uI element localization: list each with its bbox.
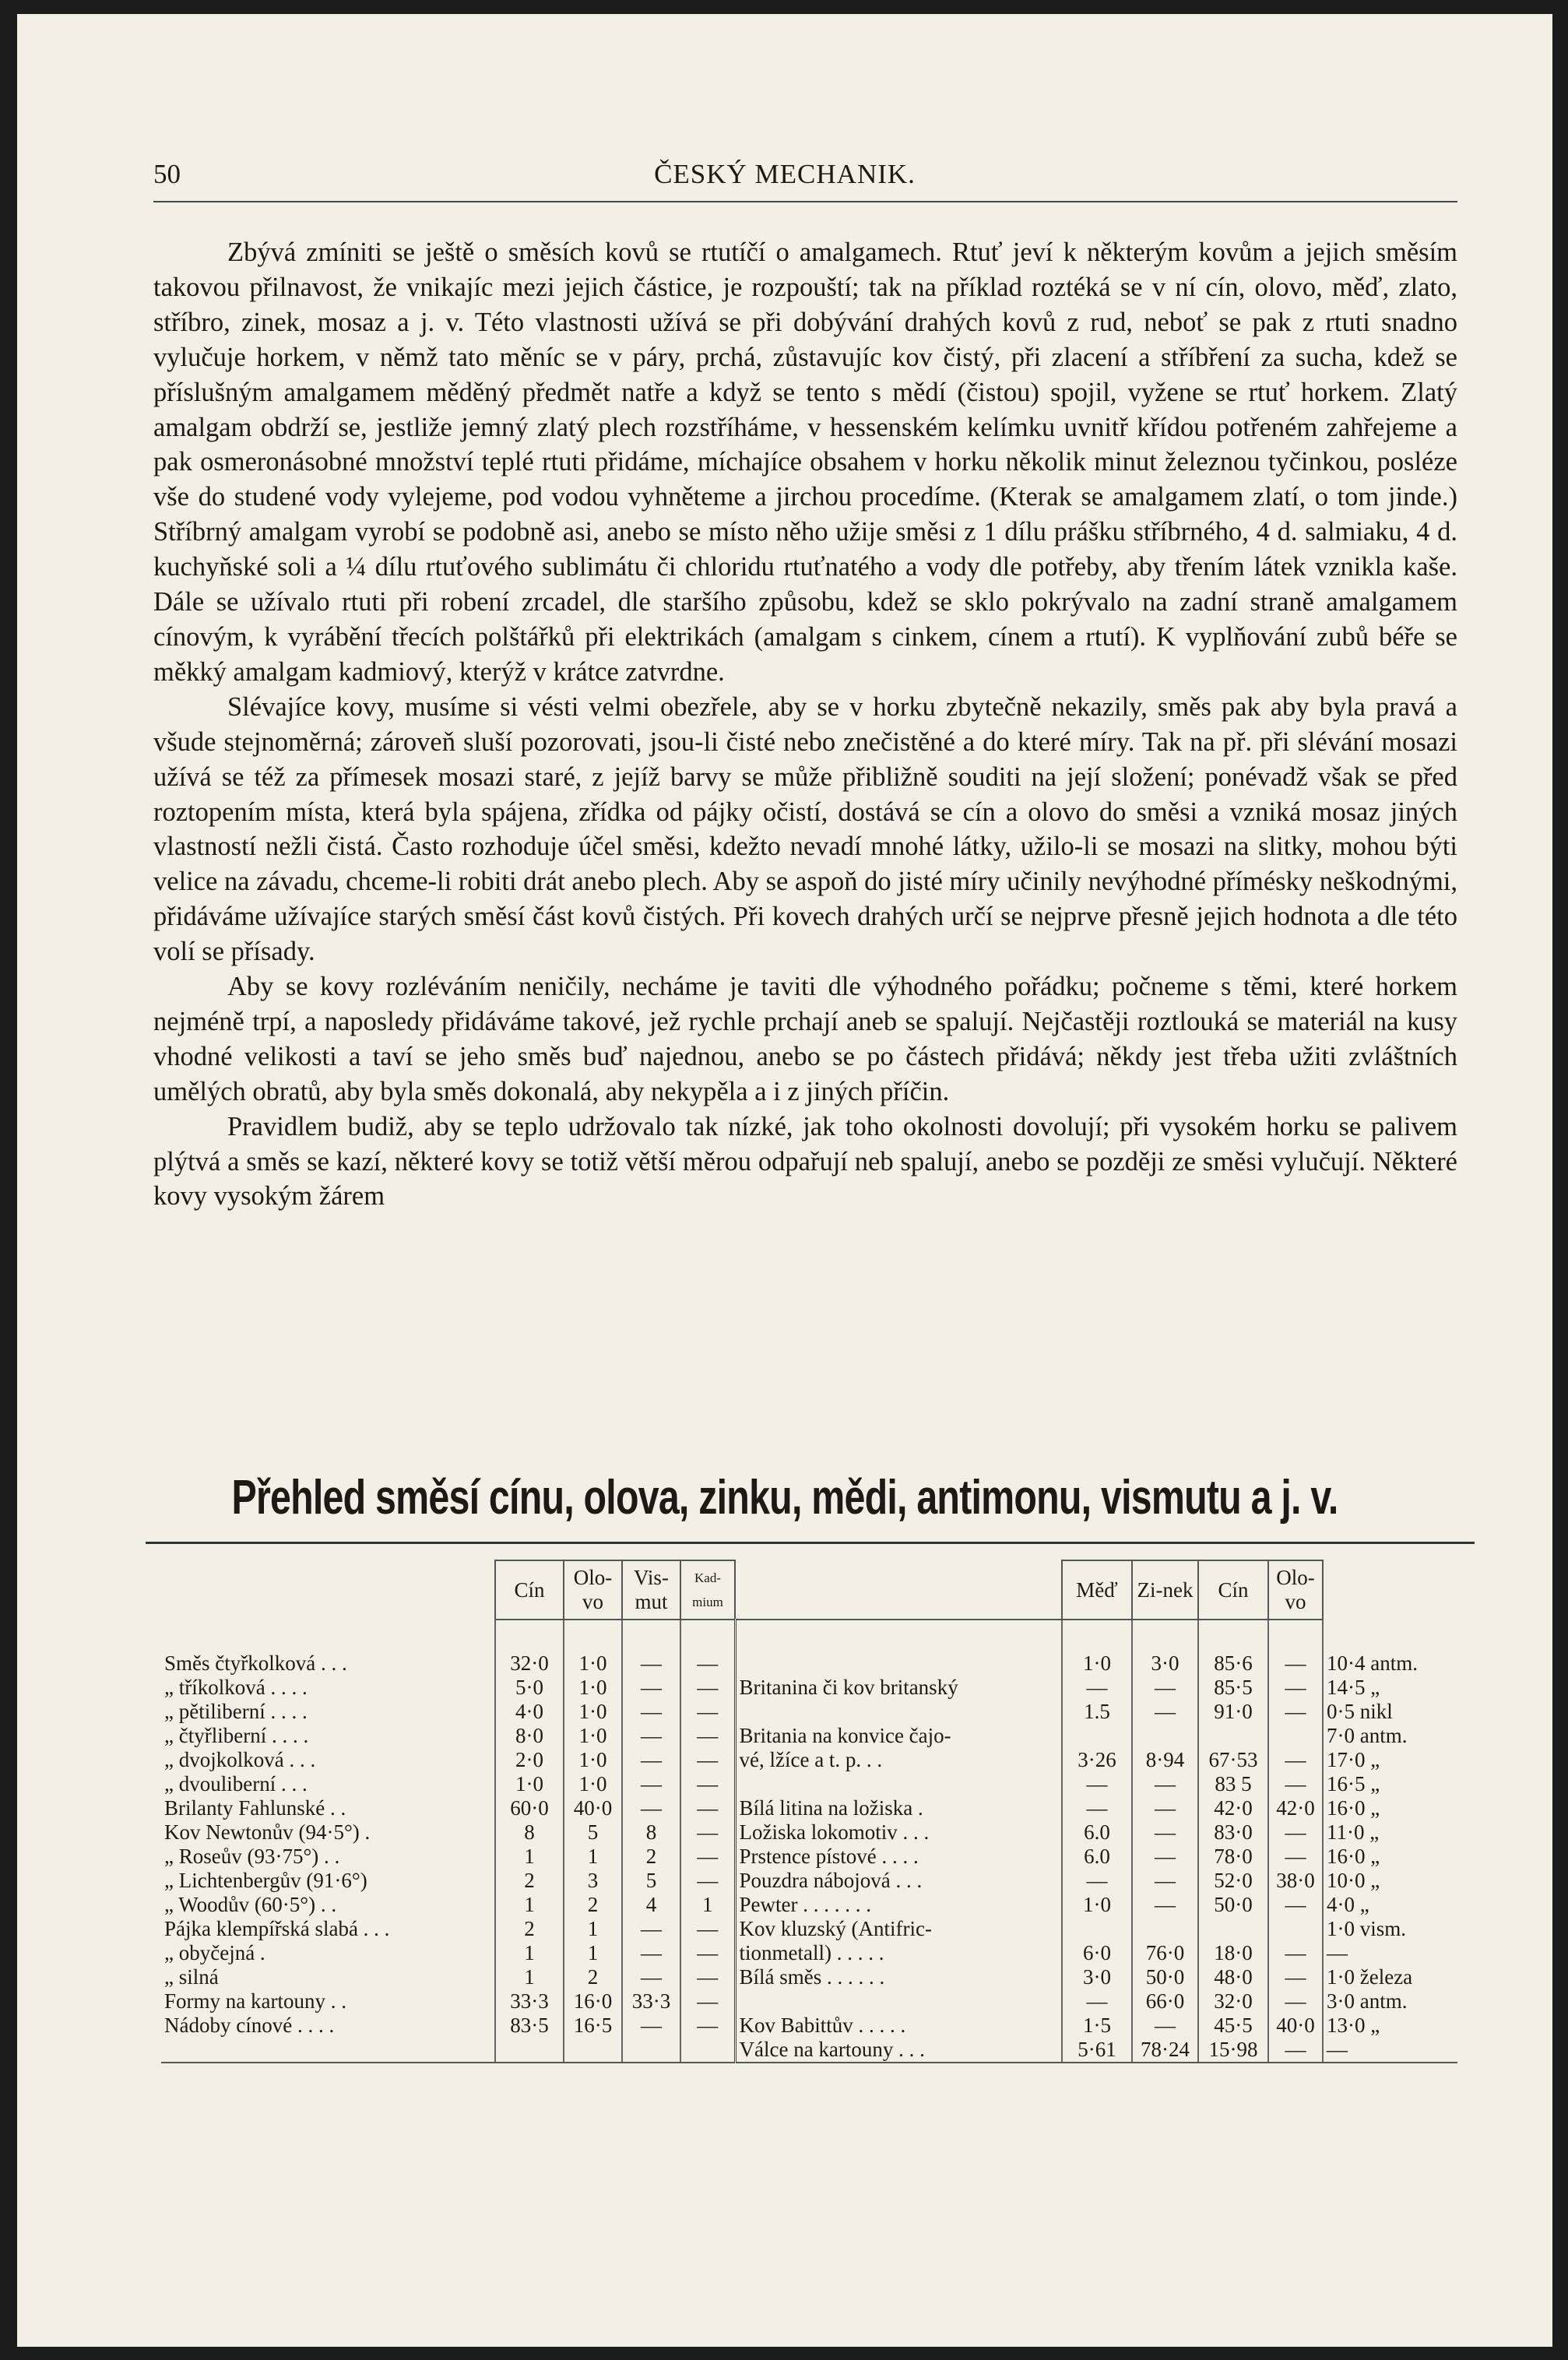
row-label: Brilanty Fahlunské . .: [164, 1796, 346, 1820]
table-cell: —: [680, 1748, 735, 1772]
table-cell: 1·0: [564, 1772, 622, 1796]
table-cell: 16·5: [564, 2014, 622, 2038]
header-blank: [735, 1560, 1062, 1620]
table-cell: 2: [495, 1869, 564, 1893]
table-cell: —: [680, 1700, 735, 1724]
table-cell: 1: [564, 1941, 622, 1965]
table-cell: 16·0 „: [1323, 1796, 1457, 1820]
paragraph: Slévajíce kovy, musíme si vésti velmi obezřele, aby se v horku zbytečně nekazily, směs pak aby byla pravá a všude stejnoměrná; zároveň sluší pozorovati, jsou-li čisté nebo znečistěné a do které míry. Tak na př. při slévání mosazi užívá se též za přímesek mosazi staré, z jejíž barvy se může přibližně souditi na její složení; ponévadž však se před roztopením místa, která byla spájena, zřídka od pájky očistí, dostává se cín a olovo do směsi a vzniká mosaz jiných vlastností nežli čistá. Často rozhoduje účel směsi, kdežto nevadí mnohé látky, užilo-li se mosazi na slitky, mohou býti velice na závadu, chceme-li robiti drát anebo plech. Aby se aspoň do jisté míry učinily nevýhodné přímésky neškodnými, přidáváme užívajíce starých směsí část kovů čistých. Při kovech drahých určí se nejprve přesně jejich hodnota a dle této volí se přísady.: [153, 691, 1457, 967]
table-cell: —: [622, 1676, 680, 1700]
table-cell: —: [680, 1941, 735, 1965]
column-header: Měď: [1062, 1560, 1132, 1620]
table-cell: 40·0: [564, 1796, 622, 1820]
row-label: [735, 1772, 1062, 1796]
table-cell: 32·0: [1198, 1989, 1268, 2014]
table-cell: 1.5: [1062, 1700, 1132, 1724]
table-cell: —: [1132, 1893, 1198, 1917]
table-cell: —: [680, 1724, 735, 1748]
row-label: Bílá směs . . . . . .: [735, 1965, 1062, 1989]
column-header: Zi-nek: [1132, 1560, 1198, 1620]
table-cell: —: [622, 1772, 680, 1796]
table-cell: —: [622, 1796, 680, 1820]
header-blank: [161, 1560, 495, 1620]
table-cell: 1·0 železa: [1323, 1965, 1457, 1989]
table-cell: 13·0 „: [1323, 2014, 1457, 2038]
table-cell: 3·0: [1132, 1651, 1198, 1676]
table-cell: —: [1062, 1796, 1132, 1820]
table-cell: 1·0: [564, 1651, 622, 1676]
table-title: Přehled směsí cínu, olova, zinku, mědi, antimonu, vismutu a j. v.: [231, 1471, 1338, 1525]
table-cell: —: [680, 1820, 735, 1845]
column-header: Cín: [495, 1560, 564, 1620]
table-cell: 83·0: [1198, 1820, 1268, 1845]
table-cell: —: [680, 1917, 735, 1941]
row-label: „ Woodův (60·5°) . .: [164, 1893, 337, 1916]
column-header: Olo-vo: [1268, 1560, 1323, 1620]
spacer-row: [161, 1620, 1457, 1651]
table-cell: 1: [495, 1941, 564, 1965]
table-cell: 2: [564, 1893, 622, 1917]
table-cell: 83·5: [495, 2014, 564, 2038]
table-cell: [1268, 1917, 1323, 1941]
table-row: [161, 1941, 1457, 1965]
row-label: Kov Newtonův (94·5°) .: [164, 1820, 371, 1844]
table-cell: —: [680, 1869, 735, 1893]
table-cell: 78·0: [1198, 1845, 1268, 1869]
column-header: Vis-mut: [622, 1560, 680, 1620]
table-cell: —: [680, 1676, 735, 1700]
table-cell: [1132, 1724, 1198, 1748]
header-rule: [153, 201, 1457, 202]
table-cell: 5: [564, 1820, 622, 1845]
table-row: [161, 1893, 1457, 1917]
table-cell: [564, 2038, 622, 2063]
row-label: Válce na kartouny . . .: [735, 2038, 1062, 2063]
row-label: Pouzdra nábojová . . .: [735, 1869, 1062, 1893]
title-rule: [146, 1542, 1475, 1544]
table-cell: 1: [564, 1917, 622, 1941]
table-row: [161, 1965, 1457, 1989]
table-cell: 60·0: [495, 1796, 564, 1820]
table-cell: —: [622, 1941, 680, 1965]
table-cell: 33·3: [622, 1989, 680, 2014]
table-cell: 15·98: [1198, 2038, 1268, 2063]
table-cell: —: [1132, 1676, 1198, 1700]
table-cell: —: [1268, 1989, 1323, 2014]
row-label: Směs čtyřkolková . . .: [164, 1651, 347, 1675]
table-cell: 50·0: [1132, 1965, 1198, 1989]
table-row: [161, 2014, 1457, 2038]
page-header: [17, 153, 1552, 199]
table-cell: —: [622, 1965, 680, 1989]
table-cell: —: [1062, 1869, 1132, 1893]
table-cell: 3·26: [1062, 1748, 1132, 1772]
table-cell: 5: [622, 1869, 680, 1893]
table-cell: —: [1132, 2014, 1198, 2038]
table-row: [161, 1700, 1457, 1724]
table-cell: —: [622, 1700, 680, 1724]
table-cell: 6.0: [1062, 1820, 1132, 1845]
table-row: [161, 1820, 1457, 1845]
page-number: 50: [153, 159, 181, 189]
table-cell: 50·0: [1198, 1893, 1268, 1917]
row-label: „ silná: [164, 1965, 219, 1989]
table-cell: 11·0 „: [1323, 1820, 1457, 1845]
row-label: Kov kluzský (Antifric-: [735, 1917, 1062, 1941]
table-cell: —: [1132, 1796, 1198, 1820]
table-row: [161, 1772, 1457, 1796]
row-label: Pájka klempířská slabá . . .: [164, 1917, 390, 1940]
row-label: Bílá litina na ložiska .: [735, 1796, 1062, 1820]
table-cell: —: [1268, 1700, 1323, 1724]
table-cell: —: [1268, 1676, 1323, 1700]
table-cell: 42·0: [1198, 1796, 1268, 1820]
table-cell: —: [1132, 1845, 1198, 1869]
table-cell: —: [1323, 1941, 1457, 1965]
column-header: Kad-mium: [680, 1560, 735, 1620]
table-header-row: [161, 1560, 1457, 1620]
table-cell: 16·5 „: [1323, 1772, 1457, 1796]
table-cell: —: [622, 1748, 680, 1772]
table-row: [161, 1869, 1457, 1893]
table-cell: 4: [622, 1893, 680, 1917]
table-cell: 76·0: [1132, 1941, 1198, 1965]
row-label: Formy na kartouny . .: [164, 1989, 346, 2013]
row-label: tionmetall) . . . . .: [735, 1941, 1062, 1965]
column-header: Cín: [1198, 1560, 1268, 1620]
table-cell: —: [1132, 1700, 1198, 1724]
table-cell: 10·4 antm.: [1323, 1651, 1457, 1676]
row-label: „ dvojkolková . . .: [164, 1748, 316, 1771]
table-cell: —: [1268, 2038, 1323, 2063]
row-label: „ čtyřliberní . . . .: [164, 1724, 309, 1747]
table-cell: 1·0: [564, 1748, 622, 1772]
table-cell: —: [1132, 1869, 1198, 1893]
table-cell: 33·3: [495, 1989, 564, 2014]
table-cell: —: [1062, 1676, 1132, 1700]
scanned-page: [17, 14, 1552, 2347]
table-cell: 0·5 nikl: [1323, 1700, 1457, 1724]
table-cell: —: [1268, 1965, 1323, 1989]
table-cell: 52·0: [1198, 1869, 1268, 1893]
row-label: vé, lžíce a t. p. . .: [735, 1748, 1062, 1772]
table-cell: —: [1268, 1651, 1323, 1676]
table-cell: 1: [680, 1893, 735, 1917]
table-cell: [622, 2038, 680, 2063]
table-cell: 6.0: [1062, 1845, 1132, 1869]
row-label: Kov Babittův . . . . .: [735, 2014, 1062, 2038]
table-cell: 1·0 vism.: [1323, 1917, 1457, 1941]
table-cell: [680, 2038, 735, 2063]
table-cell: 17·0 „: [1323, 1748, 1457, 1772]
table-cell: —: [622, 1724, 680, 1748]
row-label: „ Roseův (93·75°) . .: [164, 1845, 340, 1868]
table-cell: 8: [495, 1820, 564, 1845]
table-cell: 1·5: [1062, 2014, 1132, 2038]
table-row: [161, 1748, 1457, 1772]
table-cell: —: [622, 1917, 680, 1941]
table-cell: 4·0: [495, 1700, 564, 1724]
table-cell: [1132, 1917, 1198, 1941]
table-cell: 85·5: [1198, 1676, 1268, 1700]
table-cell: [1062, 1917, 1132, 1941]
table-cell: —: [622, 2014, 680, 2038]
table-cell: —: [1323, 2038, 1457, 2063]
table-row: [161, 1724, 1457, 1748]
table-cell: 3: [564, 1869, 622, 1893]
paragraph: Aby se kovy rozléváním neničily, necháme je taviti dle výhodného pořádku; počneme s těmi, které horkem nejméně trpí, a naposledy přidáváme takové, jež rychle prchají aneb se spalují. Nejčastěji roztlouká se materiál na kusy vhodné velikosti a taví se jeho směs buď najednou, anebo se po částech přidává; někdy jest třeba užiti zvláštních umělých obratů, aby byla směs dokonalá, aby nekypěla a i z jiných příčin.: [153, 972, 1457, 1106]
table-cell: —: [1062, 1989, 1132, 2014]
table-cell: 4·0 „: [1323, 1893, 1457, 1917]
row-label: „ dvouliberní . . .: [164, 1772, 308, 1795]
table-cell: 2: [564, 1965, 622, 1989]
table-cell: [1268, 1724, 1323, 1748]
row-label: Prstence pístové . . . .: [735, 1845, 1062, 1869]
table-row: [161, 1989, 1457, 2014]
table-cell: —: [680, 1651, 735, 1676]
alloy-table: [161, 1560, 1457, 2063]
table-cell: —: [1268, 1748, 1323, 1772]
row-label: „ obyčejná .: [164, 1941, 265, 1964]
table-cell: 16·0 „: [1323, 1845, 1457, 1869]
table-cell: 1·0: [1062, 1893, 1132, 1917]
row-label: „ Lichtenbergův (91·6°): [164, 1869, 367, 1892]
table-cell: 1·0: [1062, 1651, 1132, 1676]
table-cell: 5·61: [1062, 2038, 1132, 2063]
table-cell: 1: [495, 1845, 564, 1869]
header-blank: [1323, 1560, 1457, 1620]
running-title: ČESKÝ MECHANIK.: [654, 159, 916, 189]
table-cell: 1·0: [564, 1724, 622, 1748]
table-cell: [1198, 1724, 1268, 1748]
table-cell: —: [1268, 1893, 1323, 1917]
table-cell: —: [1132, 1820, 1198, 1845]
table-cell: [1198, 1917, 1268, 1941]
table-cell: —: [1062, 1772, 1132, 1796]
table-cell: 38·0: [1268, 1869, 1323, 1893]
table-cell: 83 5: [1198, 1772, 1268, 1796]
row-label: Britanina či kov britanský: [735, 1676, 1062, 1700]
table-cell: 40·0: [1268, 2014, 1323, 2038]
table-cell: 32·0: [495, 1651, 564, 1676]
table-cell: 5·0: [495, 1676, 564, 1700]
table-cell: 2·0: [495, 1748, 564, 1772]
row-label: Pewter . . . . . . .: [735, 1893, 1062, 1917]
table-cell: 66·0: [1132, 1989, 1198, 2014]
table-cell: 45·5: [1198, 2014, 1268, 2038]
body-text: [153, 235, 1457, 1214]
table-cell: 67·53: [1198, 1748, 1268, 1772]
table-cell: —: [680, 2014, 735, 2038]
table-cell: 1: [495, 1965, 564, 1989]
table-cell: —: [1268, 1941, 1323, 1965]
table-cell: —: [680, 1989, 735, 2014]
row-label: Britania na konvice čajo-: [735, 1724, 1062, 1748]
table-cell: —: [680, 1845, 735, 1869]
table-cell: 14·5 „: [1323, 1676, 1457, 1700]
table-row: [161, 1651, 1457, 1676]
table-row: [161, 2038, 1457, 2063]
row-label: Ložiska lokomotiv . . .: [735, 1820, 1062, 1845]
table-cell: 1: [495, 1893, 564, 1917]
table-cell: —: [1132, 1772, 1198, 1796]
table-cell: 8·0: [495, 1724, 564, 1748]
table-cell: 78·24: [1132, 2038, 1198, 2063]
table-cell: 48·0: [1198, 1965, 1268, 1989]
row-label: [735, 1989, 1062, 2014]
table-cell: 1·0: [564, 1700, 622, 1724]
table-row: [161, 1917, 1457, 1941]
table-cell: [495, 2038, 564, 2063]
table-row: [161, 1796, 1457, 1820]
table-cell: 18·0: [1198, 1941, 1268, 1965]
row-label: [161, 2038, 495, 2063]
paragraph: Pravidlem budiž, aby se teplo udržovalo tak nízké, jak toho okolnosti dovolují; při vysokém horku se palivem plýtvá a směs se kazí, některé kovy se totiž větší měrou odpařují neb spalují, anebo se později ze směsi vylučují. Některé kovy vysokým žárem: [153, 1111, 1457, 1212]
table-cell: 85·6: [1198, 1651, 1268, 1676]
table-cell: [1062, 1724, 1132, 1748]
table-cell: 7·0 antm.: [1323, 1724, 1457, 1748]
row-label: „ tříkolková . . . .: [164, 1676, 308, 1699]
table-cell: 8: [622, 1820, 680, 1845]
table-cell: —: [680, 1796, 735, 1820]
table-cell: 16·0: [564, 1989, 622, 2014]
table-cell: 3·0: [1062, 1965, 1132, 1989]
table-cell: 2: [495, 1917, 564, 1941]
row-label: Nádoby cínové . . . .: [164, 2014, 335, 2037]
table-body: [161, 1620, 1457, 2063]
table-cell: —: [680, 1965, 735, 1989]
table-cell: 1·0: [564, 1676, 622, 1700]
table-cell: —: [1268, 1772, 1323, 1796]
table-row: [161, 1676, 1457, 1700]
table-cell: 6·0: [1062, 1941, 1132, 1965]
table-cell: —: [680, 1772, 735, 1796]
table-row: [161, 1845, 1457, 1869]
table-cell: 3·0 antm.: [1323, 1989, 1457, 2014]
table-cell: 2: [622, 1845, 680, 1869]
table-cell: —: [1268, 1820, 1323, 1845]
row-label: „ pětiliberní . . . .: [164, 1700, 308, 1723]
table-cell: 1: [564, 1845, 622, 1869]
row-label: [735, 1700, 1062, 1724]
table-cell: —: [622, 1651, 680, 1676]
column-header: Olo-vo: [564, 1560, 622, 1620]
table-cell: —: [1268, 1845, 1323, 1869]
table-cell: 10·0 „: [1323, 1869, 1457, 1893]
table-cell: 42·0: [1268, 1796, 1323, 1820]
table-cell: 8·94: [1132, 1748, 1198, 1772]
row-label: [735, 1651, 1062, 1676]
table-cell: 91·0: [1198, 1700, 1268, 1724]
table-cell: 1·0: [495, 1772, 564, 1796]
paragraph: Zbývá zmíniti se ještě o směsích kovů se rtutíčí o amalgamech. Rtuť jeví k některým kovům a jejich směsím takovou přilnavost, že vnikajíc mezi jejich částice, je rozpouští; tak na příklad roztéká se v ní cín, olovo, měď, zlato, stříbro, zinek, mosaz a j. v. Této vlastnosti užívá se při dobývání drahých kovů z rud, neboť se pak z rtuti snadno vylučuje horkem, v němž tato měníc se v páry, prchá, zůstavujíc kov čistý, při zlacení a stříbření za sucha, kdež se příslušným amalgamem měděný předmět natře a když se tento s mědí (čistou) spojil, vyžene se rtuť horkem. Zlatý amalgam obdrží se, jestliže jemný zlatý plech rozstříháme, v hessenském kelímku uvnitř křídou potřeném zahřejeme a pak osmeronásobné množství teplé rtuti přidáme, míchajíce obsahem v horku několik minut železnou tyčinkou, posléze vše do studené vody vylejeme, pod vodou vyhněteme a jirchou procedíme. (Kterak se amalgamem zlatí, o tom jinde.) Stříbrný amalgam vyrobí se podobně asi, anebo se místo něho užije směsi z 1 dílu prášku stříbrného, 4 d. salmiaku, 4 d. kuchyňské soli a ¼ dílu rtuťového sublimátu či chloridu rtuťnatého a vody dle potřeby, aby třením látek vznikla kaše. Dále se užívalo rtuti při robení zrcadel, dle staršího způsobu, kdež se sklo pokrývalo na zadní straně amalgamem cínovým, k vyrábění třecích polštářků při elektrikách (amalgam s cinkem, cínem a rtutí). K vyplňování zubů béře se měkký amalgam kadmiový, kterýž v krátce zatvrdne.: [153, 237, 1457, 687]
